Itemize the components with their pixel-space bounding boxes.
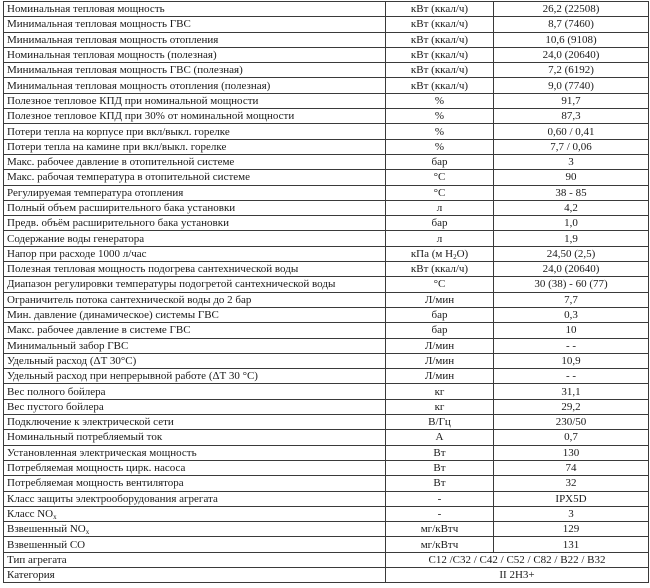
table-row: [4, 200, 649, 215]
unit-subscript: 2: [453, 252, 457, 261]
parameter-cell: Подключение к электрической сети: [4, 415, 386, 430]
parameter-cell: Полезная тепловая мощность подогрева сантехнической воды: [4, 262, 386, 277]
parameter-cell: Потери тепла на камине при вкл/выкл. горелке: [4, 139, 386, 154]
table-row: [4, 445, 649, 460]
value-cell: 91,7: [494, 93, 649, 108]
value-cell: C12 /C32 / C42 / C52 / C82 / B22 / B32: [386, 552, 649, 567]
table-row: [4, 2, 649, 17]
value-cell: - -: [494, 369, 649, 384]
value-cell: 29,2: [494, 399, 649, 414]
table-row: [4, 522, 649, 537]
table-row: [4, 170, 649, 185]
unit-cell: л: [386, 200, 494, 215]
unit-cell: -: [386, 506, 494, 521]
parameter-cell: Категория: [4, 567, 386, 582]
value-cell: 74: [494, 460, 649, 475]
table-row: [4, 415, 649, 430]
table-row: [4, 124, 649, 139]
table-row: [4, 323, 649, 338]
table-row: [4, 246, 649, 261]
value-cell: 1,0: [494, 216, 649, 231]
value-cell: 7,7: [494, 292, 649, 307]
table-row: [4, 154, 649, 169]
value-cell: 31,1: [494, 384, 649, 399]
value-cell: 129: [494, 522, 649, 537]
table-row: [4, 231, 649, 246]
table-row: [4, 139, 649, 154]
parameter-cell: Макс. рабочее давление в системе ГВС: [4, 323, 386, 338]
unit-cell: А: [386, 430, 494, 445]
value-cell: 38 - 85: [494, 185, 649, 200]
unit-cell: %: [386, 124, 494, 139]
table-row: [4, 353, 649, 368]
unit-cell: кВт (ккал/ч): [386, 63, 494, 78]
unit-text-end: O): [456, 247, 469, 260]
table-row: [4, 262, 649, 277]
unit-cell: %: [386, 109, 494, 124]
unit-cell: кВт (ккал/ч): [386, 262, 494, 277]
table-row: [4, 185, 649, 200]
parameter-cell: Номинальный потребляемый ток: [4, 430, 386, 445]
table-row-footer: [4, 567, 649, 582]
unit-cell: В/Гц: [386, 415, 494, 430]
table-row: [4, 78, 649, 93]
parameter-cell: Полезное тепловое КПД при 30% от номинальной мощности: [4, 109, 386, 124]
parameter-cell: Установленная электрическая мощность: [4, 445, 386, 460]
table-row: [4, 384, 649, 399]
value-cell: 130: [494, 445, 649, 460]
parameter-cell: Удельный расход (ΔT 30°С): [4, 353, 386, 368]
unit-cell: Вт: [386, 476, 494, 491]
parameter-cell: Макс. рабочее давление в отопительной системе: [4, 154, 386, 169]
table-row: [4, 430, 649, 445]
parameter-cell: Потребляемая мощность вентилятора: [4, 476, 386, 491]
value-cell: 0,7: [494, 430, 649, 445]
parameter-subscript: x: [53, 512, 57, 521]
unit-cell: Л/мин: [386, 338, 494, 353]
value-cell: 8,7 (7460): [494, 17, 649, 32]
value-cell: 131: [494, 537, 649, 552]
unit-cell: Л/мин: [386, 353, 494, 368]
table-row: [4, 338, 649, 353]
parameter-cell: Потери тепла на корпусе при вкл/выкл. горелке: [4, 124, 386, 139]
unit-cell: кВт (ккал/ч): [386, 2, 494, 17]
parameter-text: Взвешенный NO: [7, 523, 86, 536]
table-row: [4, 506, 649, 521]
value-cell: 7,7 / 0,06: [494, 139, 649, 154]
unit-cell: °С: [386, 277, 494, 292]
unit-cell: Л/мин: [386, 369, 494, 384]
table-row: [4, 369, 649, 384]
table-row: [4, 292, 649, 307]
unit-cell: Вт: [386, 445, 494, 460]
unit-cell: кВт (ккал/ч): [386, 17, 494, 32]
value-cell: 10,9: [494, 353, 649, 368]
value-cell: 24,0 (20640): [494, 47, 649, 62]
unit-cell: [386, 246, 494, 261]
value-cell: 26,2 (22508): [494, 2, 649, 17]
parameter-cell: Потребляемая мощность цирк. насоса: [4, 460, 386, 475]
table-row: [4, 216, 649, 231]
parameter-cell: Регулируемая температура отопления: [4, 185, 386, 200]
value-cell: 10,6 (9108): [494, 32, 649, 47]
parameter-cell: Номинальная тепловая мощность: [4, 2, 386, 17]
parameter-cell: [4, 522, 386, 537]
value-cell: 3: [494, 154, 649, 169]
parameter-cell: Вес полного бойлера: [4, 384, 386, 399]
parameter-subscript: x: [85, 528, 90, 537]
table-row: [4, 47, 649, 62]
value-cell: 32: [494, 476, 649, 491]
parameter-cell: Диапазон регулировки температуры подогретой сантехнической воды: [4, 277, 386, 292]
table-row: [4, 491, 649, 506]
technical-specifications-table: [3, 1, 649, 583]
table-row: [4, 63, 649, 78]
parameter-cell: Мин. давление (динамическое) системы ГВС: [4, 307, 386, 322]
unit-cell: -: [386, 491, 494, 506]
table-row: [4, 277, 649, 292]
unit-cell: бар: [386, 307, 494, 322]
parameter-cell: Минимальная тепловая мощность отопления (полезная): [4, 78, 386, 93]
unit-cell: %: [386, 139, 494, 154]
unit-cell: кВт (ккал/ч): [386, 78, 494, 93]
value-cell: 10: [494, 323, 649, 338]
parameter-cell: [4, 506, 386, 521]
table-row: [4, 109, 649, 124]
parameter-cell: Полезное тепловое КПД при номинальной мощности: [4, 93, 386, 108]
parameter-cell: Напор при расходе 1000 л/час: [4, 246, 386, 261]
parameter-cell: Тип агрегата: [4, 552, 386, 567]
parameter-cell: Макс. рабочая температура в отопительной системе: [4, 170, 386, 185]
parameter-cell: Ограничитель потока сантехнической воды до 2 бар: [4, 292, 386, 307]
unit-cell: °С: [386, 170, 494, 185]
parameter-cell: Предв. объём расширительного бака установки: [4, 216, 386, 231]
value-cell: 3: [494, 506, 649, 521]
value-cell: 230/50: [494, 415, 649, 430]
value-cell: IPX5D: [494, 491, 649, 506]
table-row: [4, 460, 649, 475]
value-cell: II 2H3+: [386, 567, 649, 582]
spec-table-body: [4, 2, 649, 583]
parameter-cell: Содержание воды генератора: [4, 231, 386, 246]
unit-cell: бар: [386, 216, 494, 231]
unit-cell: бар: [386, 154, 494, 169]
unit-cell: %: [386, 93, 494, 108]
value-cell: 90: [494, 170, 649, 185]
parameter-cell: Полный объем расширительного бака установки: [4, 200, 386, 215]
value-cell: 7,2 (6192): [494, 63, 649, 78]
table-row-footer: [4, 552, 649, 567]
table-row: [4, 17, 649, 32]
parameter-cell: Класс защиты электрооборудования агрегата: [4, 491, 386, 506]
parameter-text: Класс NO: [7, 507, 54, 520]
table-row: [4, 32, 649, 47]
unit-cell: кВт (ккал/ч): [386, 32, 494, 47]
value-cell: 4,2: [494, 200, 649, 215]
table-row: [4, 93, 649, 108]
value-cell: 24,0 (20640): [494, 262, 649, 277]
unit-cell: кг: [386, 399, 494, 414]
unit-cell: °С: [386, 185, 494, 200]
value-cell: - -: [494, 338, 649, 353]
spec-table-wrapper: [3, 1, 648, 583]
table-row: [4, 399, 649, 414]
table-row: [4, 476, 649, 491]
value-cell: 24,50 (2,5): [494, 246, 649, 261]
parameter-cell: Удельный расход при непрерывной работе (ΔT 30 °С): [4, 369, 386, 384]
value-cell: 30 (38) - 60 (77): [494, 277, 649, 292]
value-cell: 0,60 / 0,41: [494, 124, 649, 139]
unit-text: кПа (м H: [410, 247, 454, 260]
parameter-cell: Вес пустого бойлера: [4, 399, 386, 414]
unit-cell: Вт: [386, 460, 494, 475]
value-cell: 1,9: [494, 231, 649, 246]
parameter-cell: Номинальная тепловая мощность (полезная): [4, 47, 386, 62]
parameter-cell: Минимальный забор ГВС: [4, 338, 386, 353]
parameter-cell: Минимальная тепловая мощность ГВС: [4, 17, 386, 32]
unit-cell: бар: [386, 323, 494, 338]
parameter-cell: Взвешенный СО: [4, 537, 386, 552]
unit-cell: л: [386, 231, 494, 246]
value-cell: 9,0 (7740): [494, 78, 649, 93]
unit-cell: кВт (ккал/ч): [386, 47, 494, 62]
unit-cell: Л/мин: [386, 292, 494, 307]
unit-cell: мг/кВтч: [386, 537, 494, 552]
unit-cell: мг/кВтч: [386, 522, 494, 537]
parameter-cell: Минимальная тепловая мощность отопления: [4, 32, 386, 47]
value-cell: 0,3: [494, 307, 649, 322]
table-row: [4, 307, 649, 322]
table-row: [4, 537, 649, 552]
value-cell: 87,3: [494, 109, 649, 124]
parameter-cell: Минимальная тепловая мощность ГВС (полезная): [4, 63, 386, 78]
unit-cell: кг: [386, 384, 494, 399]
